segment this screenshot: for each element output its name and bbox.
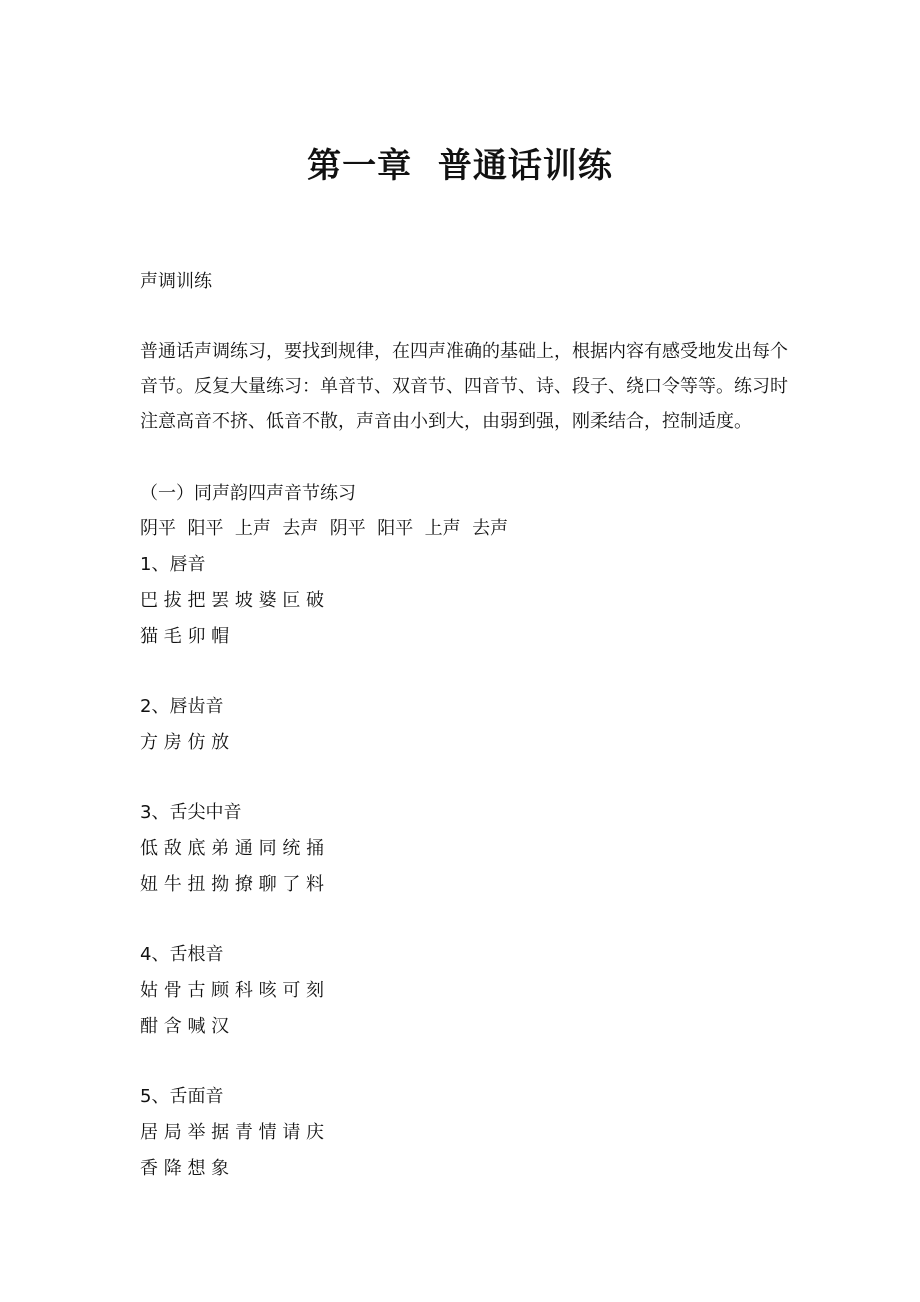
syllable-row: 姑 骨 古 顾 科 咳 可 刻 — [140, 980, 325, 1001]
group-number: 2、 — [140, 696, 170, 717]
group-name: 唇齿音 — [169, 696, 224, 717]
group-number: 1、 — [140, 554, 170, 575]
intro-paragraph: 普通话声调练习，要找到规律，在四声准确的基础上，根据内容有感受地发出每个音节。反复大量练习：单音节、双音节、四音节、诗、段子、绕口令等等。练习时注意高音不挤、低音不散，声音由小到大，由弱到强，刚柔结合，控制适度。 — [140, 341, 788, 432]
syllable-row: 巴 拔 把 罢 坡 婆 叵 破 — [140, 590, 325, 611]
chapter-title: 第一章 普通话训练 — [307, 146, 613, 186]
exercise-heading: （一）同声韵四声音节练习 — [140, 483, 356, 504]
syllable-row: 妞 牛 扭 拗 撩 聊 了 料 — [140, 874, 325, 895]
syllable-row: 酣 含 喊 汉 — [140, 1016, 230, 1037]
group-heading — [140, 943, 223, 967]
group-name: 舌根音 — [169, 944, 224, 965]
syllable-row: 低 敌 底 弟 通 同 统 捅 — [140, 838, 325, 859]
syllable-row: 猫 毛 卯 帽 — [140, 626, 230, 647]
syllable-row: 方 房 仿 放 — [140, 732, 230, 753]
group-name: 舌面音 — [169, 1086, 224, 1107]
group-heading — [140, 553, 205, 577]
tones-row: 阴平 阳平 上声 去声 阴平 阳平 上声 去声 — [140, 518, 509, 539]
group-heading — [140, 801, 241, 825]
group-heading — [140, 695, 223, 719]
group-name: 唇音 — [169, 554, 206, 575]
section-heading: 声调训练 — [140, 271, 212, 292]
group-number: 4、 — [140, 944, 170, 965]
group-name: 舌尖中音 — [169, 802, 242, 823]
syllable-row: 居 局 举 据 青 情 请 庆 — [140, 1122, 325, 1143]
syllable-row: 香 降 想 象 — [140, 1158, 230, 1179]
group-number: 5、 — [140, 1086, 170, 1107]
group-number: 3、 — [140, 802, 170, 823]
group-heading — [140, 1085, 223, 1109]
